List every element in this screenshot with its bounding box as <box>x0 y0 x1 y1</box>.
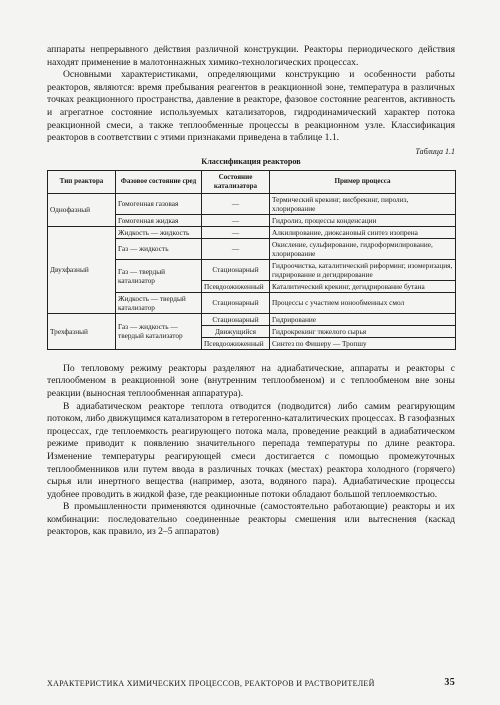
paragraph: По тепловому режиму реакторы разделяют на адиабатические, аппараты и реакторы с теплообменом в реакционной зоне (внутренним теплообменом) и с теплообменом вне зоны реакции (выносная теплообменная аппаратура). <box>47 362 455 399</box>
example-cell: Термический крекинг, висбрекинг, пиролиз, хлорирование <box>270 193 456 214</box>
phase-cell: Гомогенная жидкая <box>116 214 202 226</box>
page-body <box>47 44 455 539</box>
example-cell: Синтез по Фишеру — Тропшу <box>270 337 456 349</box>
catalyst-cell: Стационарный <box>202 259 270 280</box>
catalyst-cell: Движущийся <box>202 325 270 337</box>
example-cell: Гидролиз, процессы конденсации <box>270 214 456 226</box>
header-cell: Тип реактора <box>48 170 116 193</box>
example-cell: Окисление, сульфирование, гидроформилирование, хлорирование <box>270 238 456 259</box>
catalyst-cell: Стационарный <box>202 292 270 313</box>
reactor-type-cell: Трехфазный <box>48 313 116 349</box>
table-number: Таблица 1.1 <box>415 146 455 156</box>
phase-cell: Гомогенная газовая <box>116 193 202 214</box>
example-cell: Гидроочистка, каталитический риформинг, изомеризация, гидрирование и дегидрирование <box>270 259 456 280</box>
catalyst-cell: — <box>202 214 270 226</box>
paragraph: аппараты непрерывного действия различной конструкции. Реакторы периодического действия находят применение в малотоннажных химико-технологических процессах. <box>47 44 455 68</box>
header-cell: Состояние катализатора <box>202 170 270 193</box>
catalyst-cell: — <box>202 238 270 259</box>
table-row <box>48 193 456 214</box>
classification-table <box>47 170 456 350</box>
table-row <box>48 313 456 325</box>
catalyst-cell: Стационарный <box>202 313 270 325</box>
catalyst-cell: Псевдоожиженный <box>202 280 270 292</box>
reactor-type-cell: Двухфазный <box>48 226 116 313</box>
table-row <box>48 226 456 238</box>
table-title: Классификация реакторов <box>201 156 301 166</box>
paragraph: В адиабатическом реакторе теплота отводится (подводится) либо самим реагирующим потоком, либо движущимся катализатором в гетерогенно-каталитических процессах. В газофазных процессах, где теплоемкость реагирующего потока мала, проведение реакций в адиабатическом режиме приводит к появлению значительного перепада температуры по длине реактора. Изменение температуры реагирующей смеси достигается с помощью промежуточных теплообменников или путем ввода в различных точках (местах) реактора холодного (горячего) сырья или инертного вещества (например, азота, водяного пара). Адиабатические процессы удобнее проводить в жидкой фазе, где реакционные потоки обладают большой теплоемкостью. <box>47 400 455 500</box>
page-footer <box>47 679 455 689</box>
phase-cell: Газ — жидкость <box>116 238 202 259</box>
catalyst-cell: — <box>202 226 270 238</box>
example-cell: Гидрокрекинг тяжелого сырья <box>270 325 456 337</box>
example-cell: Гидрирование <box>270 313 456 325</box>
running-title: ХАРАКТЕРИСТИКА ХИМИЧЕСКИХ ПРОЦЕССОВ, РЕАКТОРОВ И РАСТВОРИТЕЛЕЙ <box>47 679 375 688</box>
example-cell: Алкилирование, диоксановый синтез изопрена <box>270 226 456 238</box>
catalyst-cell: Псевдоожиженный <box>202 337 270 349</box>
page-number: 35 <box>444 677 455 688</box>
catalyst-cell: — <box>202 193 270 214</box>
header-cell: Пример процесса <box>270 170 456 193</box>
reactor-type-cell: Однофазный <box>48 193 116 226</box>
phase-cell: Жидкость — твердый катализатор <box>116 292 202 313</box>
phase-cell: Газ — жидкость — твердый катализатор <box>116 313 202 349</box>
paragraph: В промышленности применяются одиночные (самостоятельно работающие) реакторы и их комбинации: последовательно соединенные реакторы смешения или вытеснения (каскад реакторов, как правило, из 2–5 аппаратов) <box>47 501 455 538</box>
table-header-row <box>48 170 456 193</box>
paragraph: Основными характеристиками, определяющими конструкцию и особенности работы реакторов, являются: время пребывания реагентов в реакционной зоне, температура в различных точках реакционного пространства, давление в реакторе, фазовое состояние реагентов, активность и агрегатное состояние используемых катализаторов, гидродинамический характер потока реакционной смеси, а также теплообменные процессы в реакционном узле. Классификация реакторов в соответствии с этими признаками приведена в таблице 1.1. <box>47 69 455 144</box>
phase-cell: Газ — твердый катализатор <box>116 259 202 292</box>
header-cell: Фазовое состояние сред <box>116 170 202 193</box>
example-cell: Процессы с участием ионообменных смол <box>270 292 456 313</box>
phase-cell: Жидкость — жидкость <box>116 226 202 238</box>
example-cell: Каталитический крекинг, дегидрирование бутана <box>270 280 456 292</box>
